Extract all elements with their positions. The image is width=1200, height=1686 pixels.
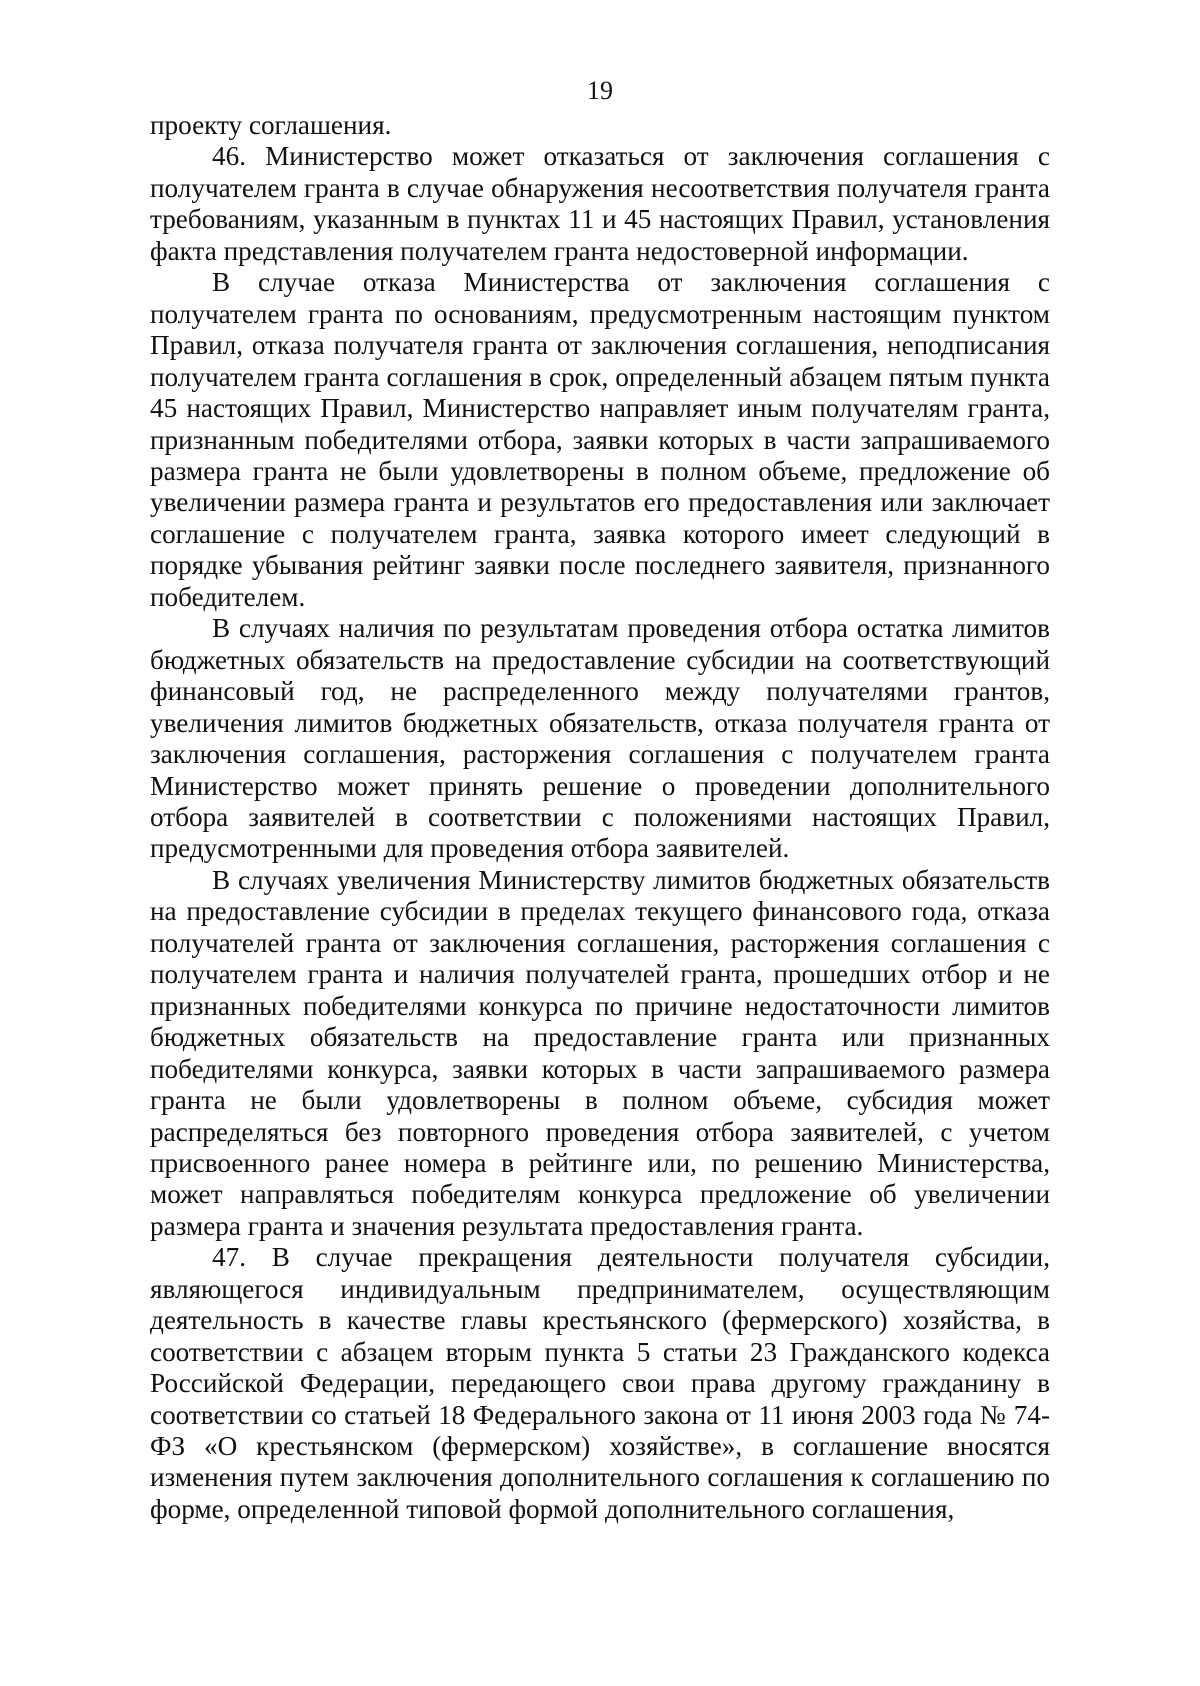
paragraph-46: 46. Министерство может отказаться от заключения соглашения с получателем гранта в случае обнаружения несоответствия получателя гранта требованиям, указанным в пунктах 11 и 45 настоящих Правил, установления факта представления получателем гранта недостоверной информации. xyxy=(150,141,1050,266)
paragraph-47: 47. В случае прекращения деятельности получателя субсидии, являющегося индивидуальным предпринимателем, осуществляющим деятельность в качестве главы крестьянского (фермерского) хозяйства, в соответствии с абзацем вторым пункта 5 статьи 23 Гражданского кодекса Российской Федерации, передающего свои права другому гражданину в соответствии со статьей 18 Федерального закона от 11 июня 2003 года № 74-ФЗ «О крестьянском (фермерском) хозяйстве», в соглашение вносятся изменения путем заключения дополнительного соглашения к соглашению по форме, определенной типовой формой дополнительного соглашения, xyxy=(150,1242,1050,1524)
page-number: 19 xyxy=(587,76,613,105)
paragraph-refusal-case: В случае отказа Министерства от заключения соглашения с получателем гранта по основаниям, предусмотренным настоящим пунктом Правил, отказа получателя гранта от заключения соглашения, неподписания получателем гранта соглашения в срок, определенный абзацем пятым пункта 45 настоящих Правил, Министерство направляет иным получателям гранта, признанным победителями отбора, заявки которых в части запрашиваемого размера гранта не были удовлетворены в полном объеме, предложение об увеличении размера гранта и результатов его предоставления или заключает соглашение с получателем гранта, заявка которого имеет следующий в порядке убывания рейтинг заявки после последнего заявителя, признанного победителем. xyxy=(150,267,1050,612)
document-body xyxy=(150,110,1050,1525)
paragraph-continuation: проекту соглашения. xyxy=(150,110,392,140)
paragraph-remaining-limits: В случаях наличия по результатам проведения отбора остатка лимитов бюджетных обязательств на предоставление субсидии на соответствующий финансовый год, не распределенного между получателями грантов, увеличения лимитов бюджетных обязательств, отказа получателя гранта от заключения соглашения, расторжения соглашения с получателем гранта Министерство может принять решение о проведении дополнительного отбора заявителей в соответствии с положениями настоящих Правил, предусмотренными для проведения отбора заявителей. xyxy=(150,613,1050,864)
paragraph-increased-limits: В случаях увеличения Министерству лимитов бюджетных обязательств на предоставление субсидии в пределах текущего финансового года, отказа получателей гранта от заключения соглашения, расторжения соглашения с получателем гранта и наличия получателей гранта, прошедших отбор и не признанных победителями конкурса по причине недостаточности лимитов бюджетных обязательств на предоставление гранта или признанных победителями конкурса, заявки которых в части запрашиваемого размера гранта не были удовлетворены в полном объеме, субсидия может распределяться без повторного проведения отбора заявителей, с учетом присвоенного ранее номера в рейтинге или, по решению Министерства, может направляться победителям конкурса предложение об увеличении размера гранта и значения результата предоставления гранта. xyxy=(150,864,1050,1241)
